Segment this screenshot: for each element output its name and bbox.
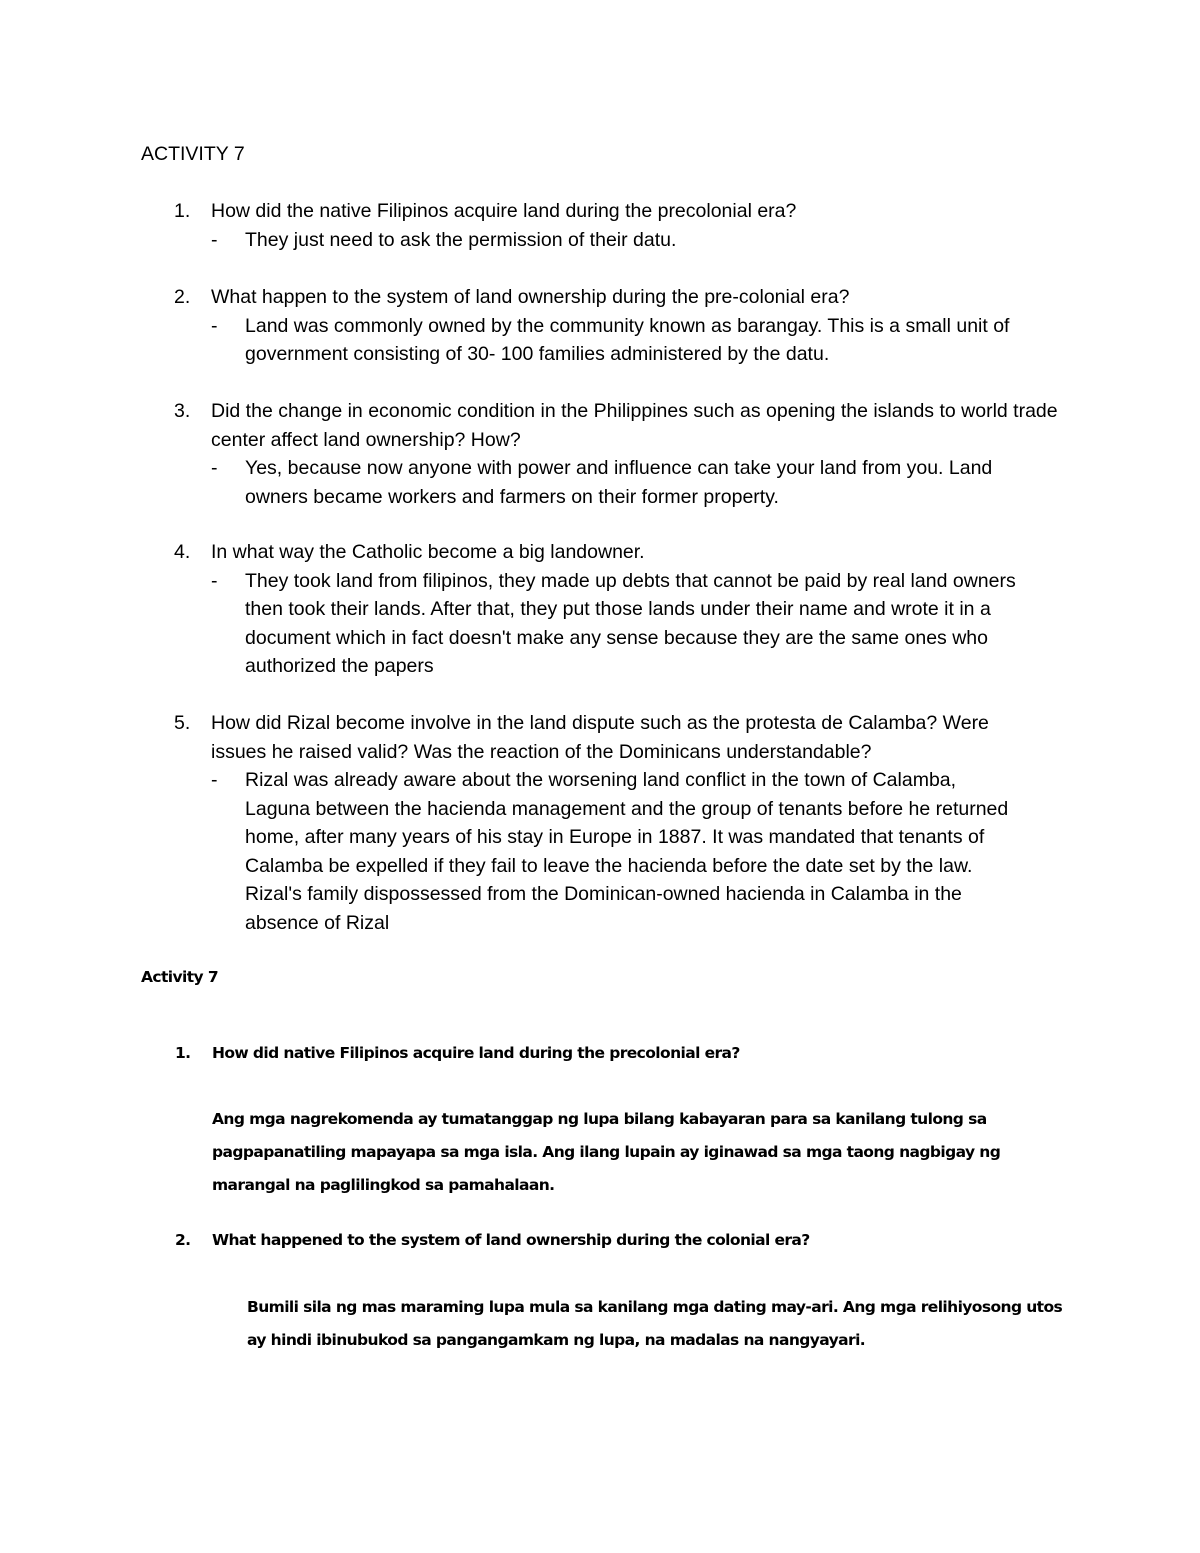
question-item-3 <box>174 397 1074 511</box>
answer-text: Rizal was already aware about the worsening land conflict in the town of Calamba, Laguna between the hacienda management and the group of tenants before he returned home, after many years of his stay in Europe in 1887. It was mandated that tenants of Calamba be expelled if they fail to leave the hacienda before the date set by the law. Rizal's family dispossessed from the Dominican-owned hacienda in Calamba in the absence of Rizal <box>245 769 1009 934</box>
question-item-2 <box>174 283 1074 369</box>
question-text: What happened to the system of land ownership during the colonial era? <box>212 1231 810 1249</box>
question-text: How did native Filipinos acquire land during the precolonial era? <box>212 1044 740 1062</box>
answer-text: They just need to ask the permission of their datu. <box>245 228 677 251</box>
answer-paragraph: Bumili sila ng mas maraming lupa mula sa kanilang mga dating may-ari. Ang mga relihiyosong utos ay hindi ibinubukod sa pangangamkam ng lupa, na madalas na nangyayari. <box>247 1298 1063 1349</box>
answer-item <box>211 567 1035 681</box>
section-two-title: Activity 7 <box>141 968 219 986</box>
question-number: 4. <box>174 541 191 563</box>
dash-bullet: - <box>211 457 218 479</box>
dash-bullet: - <box>211 769 218 791</box>
answer-text: They took land from filipinos, they made up debts that cannot be paid by real land owners then took their lands. After that, they put those lands under their name and wrote it in a document which in fact doesn't make any sense because they are the same ones who authorized the papers <box>245 569 1016 677</box>
answer-item <box>211 766 1015 937</box>
question-number: 5. <box>174 712 191 734</box>
question-number: 1. <box>174 200 191 222</box>
question-number: 2. <box>175 1231 191 1249</box>
dash-bullet: - <box>211 569 218 592</box>
question-text: In what way the Catholic become a big landowner. <box>211 541 645 563</box>
answer-text: Yes, because now anyone with power and influence can take your land from you. Land owners became workers and farmers on their former property. <box>245 457 993 508</box>
dash-bullet: - <box>211 228 218 251</box>
question-item-2 <box>175 1231 1075 1249</box>
question-text: What happen to the system of land ownership during the pre-colonial era? <box>211 286 850 308</box>
question-item-5 <box>174 709 1074 937</box>
question-number: 2. <box>174 286 191 308</box>
question-number: 3. <box>174 400 191 422</box>
question-text: How did the native Filipinos acquire land during the precolonial era? <box>211 200 797 222</box>
answer-text: Land was commonly owned by the community known as barangay. This is a small unit of government consisting of 30- 100 families administered by the datu. <box>245 314 1010 365</box>
question-item-4 <box>174 538 1074 681</box>
question-item-1 <box>175 1044 1075 1062</box>
answer-paragraph: Ang mga nagrekomenda ay tumatanggap ng lupa bilang kabayaran para sa kanilang tulong sa pagpapanatiling mapayapa sa mga isla. Ang ilang lupain ay iginawad sa mga taong nagbigay ng marangal na paglilingkod sa pamahalaan. <box>212 1110 1001 1194</box>
section-one-title: ACTIVITY 7 <box>141 143 245 165</box>
question-item-1 <box>174 197 1074 254</box>
dash-bullet: - <box>211 314 218 337</box>
question-text: Did the change in economic condition in the Philippines such as opening the islands to world trade center affect land ownership? How? <box>211 400 1058 451</box>
answer-item <box>211 312 1035 369</box>
question-number: 1. <box>175 1044 191 1062</box>
question-text: How did Rizal become involve in the land dispute such as the protesta de Calamba? Were issues he raised valid? Was the reaction of the Dominicans understandable? <box>211 712 989 763</box>
answer-item <box>211 454 1035 511</box>
answer-item <box>211 226 1035 255</box>
